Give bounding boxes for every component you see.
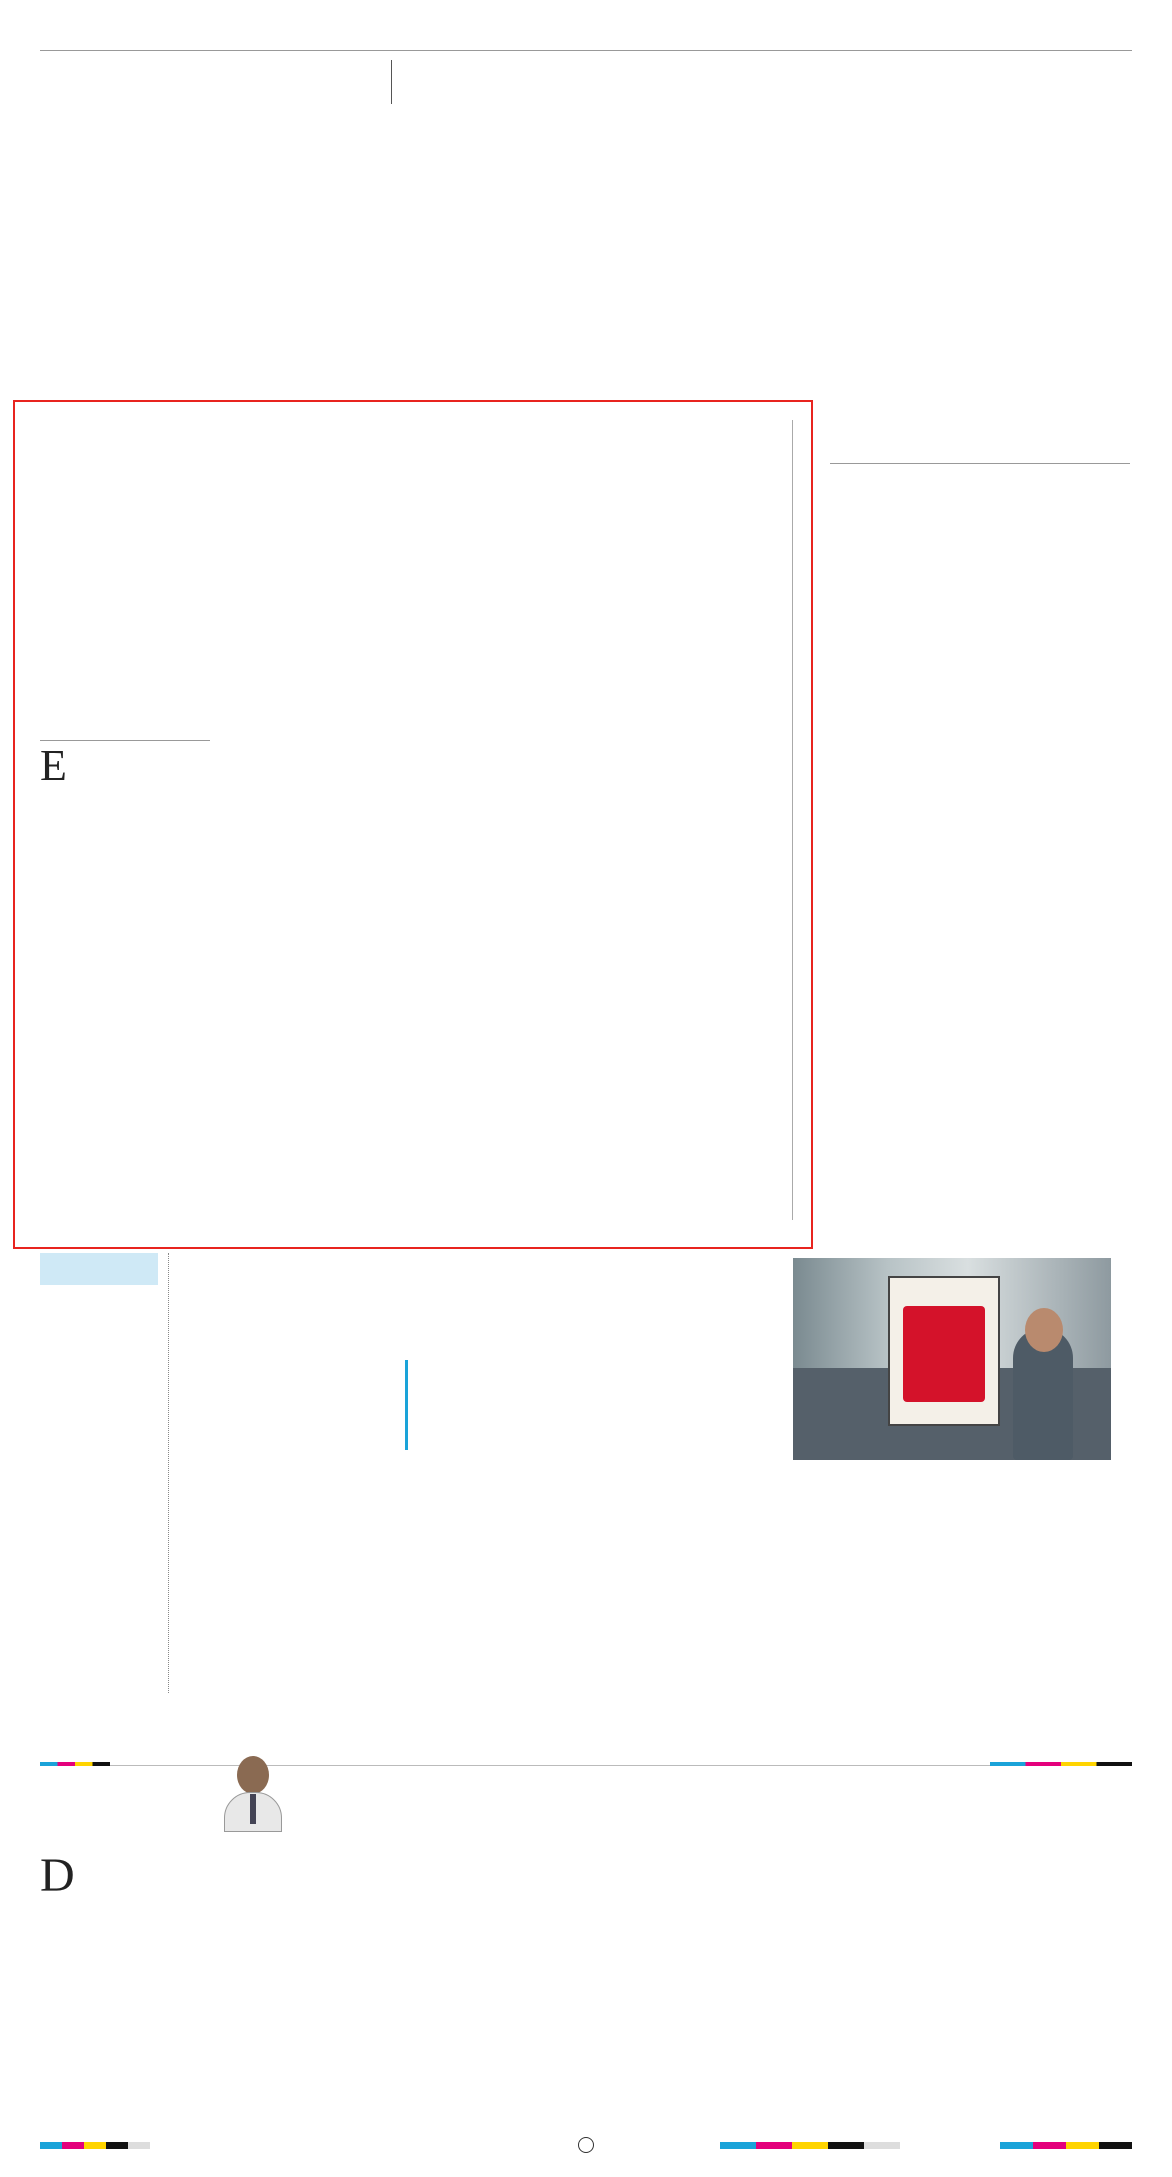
lead-column-3: [372, 1096, 572, 1098]
cpi-chart: [222, 710, 592, 1028]
opinion-column-3: [590, 1856, 848, 1858]
second-column-4: [778, 1566, 928, 1568]
breves-bar: [40, 1253, 158, 1285]
opinion-column-2: [315, 1856, 573, 1858]
second-column-1: [222, 1394, 392, 1396]
header-rule: [40, 50, 1132, 51]
opinion-column-1: [40, 1849, 298, 1902]
author-photo: [222, 1752, 284, 1832]
drop-cap: E: [40, 741, 67, 790]
second-column-3: [590, 1360, 760, 1362]
indicators-charts: [0, 188, 1172, 393]
lead-column-4: [590, 1030, 760, 1032]
lead-column-1: [40, 741, 210, 790]
store-photo: [793, 1258, 1111, 1460]
opinion-column-4: [866, 1856, 1124, 1858]
drop-cap: D: [40, 1849, 75, 1902]
lead-column-2: [222, 1096, 357, 1098]
second-column-2: [405, 1598, 575, 1600]
anniversary-logo: [312, 60, 378, 100]
second-column-5: [944, 1566, 1109, 1568]
